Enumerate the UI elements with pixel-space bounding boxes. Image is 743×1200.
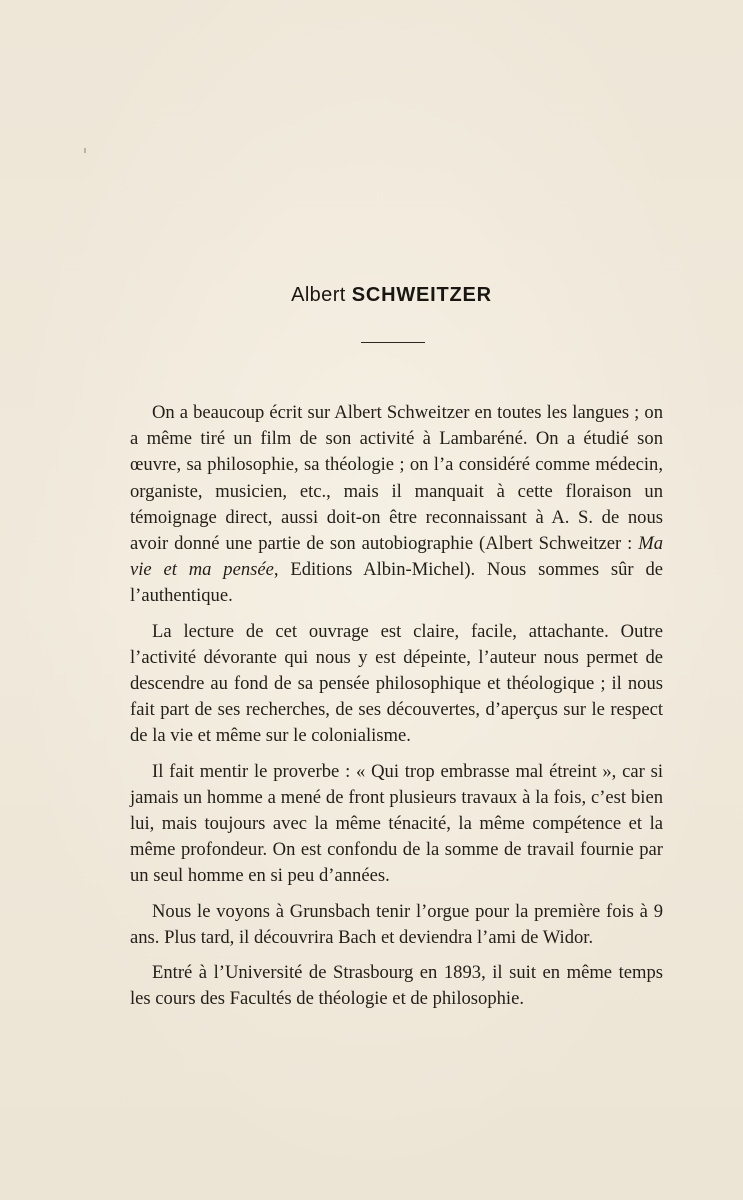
paper-speck	[84, 148, 86, 153]
paragraph-1	[130, 400, 663, 610]
title-first-name: Albert	[291, 284, 346, 306]
paragraph-1-text: On a beaucoup écrit sur Albert Schweitzer en toutes les langues ; on a même tiré un film de son activité à Lambaréné. On a étudié son œuvre, sa philosophie, sa théologie ; on l’a considéré comme médecin, organiste, musicien, etc., mais il manquait à cette floraison un témoignage direct, aussi doit-on être reconnaissant à A. S. de nous avoir donné une partie de son autobiographie (Albert Schweitzer :	[130, 402, 663, 555]
page-title	[0, 284, 743, 307]
paragraph-4: Nous le voyons à Grunsbach tenir l’orgue pour la première fois à 9 ans. Plus tard, il découvrira Bach et deviendra l’ami de Widor.	[130, 900, 663, 948]
title-divider	[361, 342, 425, 343]
paragraph-5: Entré à l’Université de Strasbourg en 1893, il suit en même temps les cours des Facultés de théologie et de philosophie.	[130, 962, 663, 1010]
paragraph-2: La lecture de cet ouvrage est claire, facile, attachante. Outre l’activité dévorante qui nous y est dépeinte, l’auteur nous permet de descendre au fond de sa pensée philosophique et théologique ; il nous fait part de ses recherches, de ses découvertes, d’aperçus sur le respect de la vie et même sur le colonialisme.	[130, 620, 663, 747]
paragraph-1-text-end: , Editions Albin-Michel). Nous sommes sûr de l’authentique.	[130, 559, 663, 607]
paragraph-3: Il fait mentir le proverbe : « Qui trop embrasse mal étreint », car si jamais un homme a mené de front plusieurs travaux à la fois, c’est bien lui, mais toujours avec la même ténacité, la même compétence et la même profondeur. On est confondu de la somme de travail fournie par un seul homme en si peu d’années.	[130, 760, 663, 887]
book-title: Ma vie et ma pensée	[130, 533, 663, 581]
title-last-name: SCHWEITZER	[351, 284, 492, 306]
article-body	[130, 400, 663, 1021]
